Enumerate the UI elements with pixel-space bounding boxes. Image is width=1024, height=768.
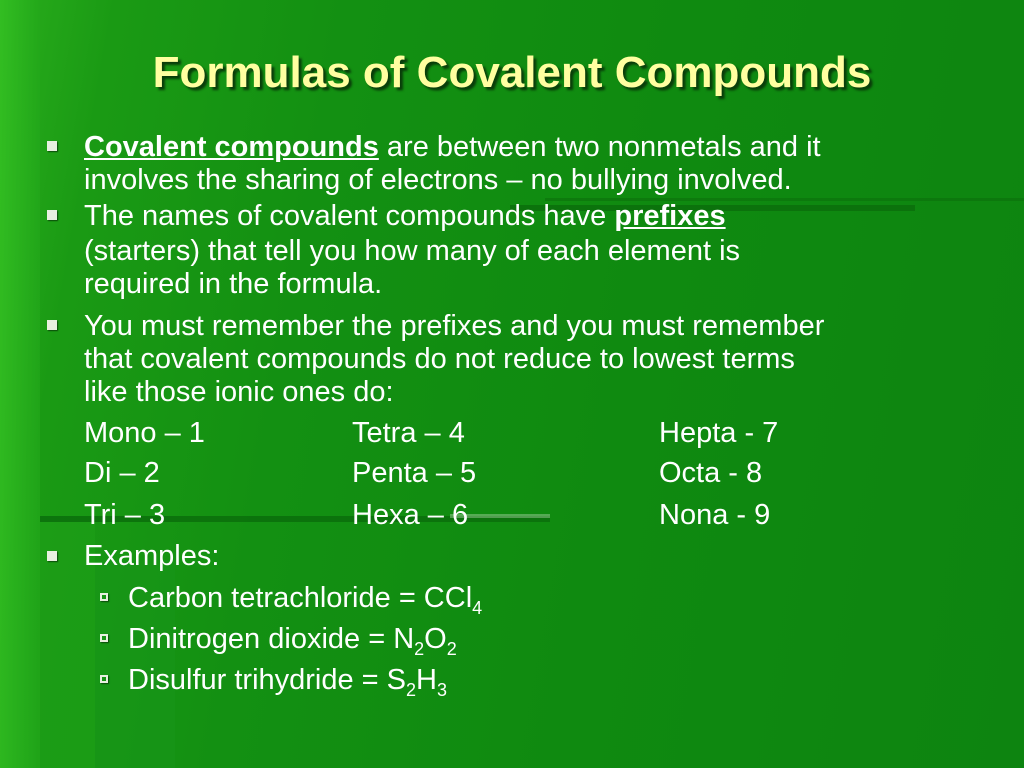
sub-bullet-icon <box>100 634 108 642</box>
subscript: 2 <box>406 680 417 700</box>
bullet-2-text: The names of covalent compounds have <box>84 200 615 232</box>
example-dinitrogen-dioxide <box>128 623 457 659</box>
term-prefixes: prefixes <box>614 200 726 232</box>
element-symbol: H <box>416 664 437 696</box>
bullet-2-line-3: required in the formula. <box>84 268 383 300</box>
prefix-hepta: Hepta - 7 <box>659 417 779 449</box>
prefix-octa: Octa - 8 <box>659 457 763 489</box>
sub-bullet-icon <box>100 675 108 683</box>
slide-title: Formulas of Covalent Compounds <box>152 48 872 97</box>
subscript: 2 <box>414 639 425 659</box>
subscript: 2 <box>446 639 457 659</box>
bullet-3-line-3: like those ionic ones do: <box>84 376 394 408</box>
prefix-hexa: Hexa – 6 <box>352 499 469 531</box>
prefix-penta: Penta – 5 <box>352 457 477 489</box>
bullet-2-line-2: (starters) that tell you how many of each element is <box>84 235 741 267</box>
bullet-3-line-1: You must remember the prefixes and you must remember <box>84 310 825 342</box>
example-disulfur-trihydride <box>128 664 448 700</box>
examples-label: Examples: <box>84 540 220 572</box>
bullet-3-line-2: that covalent compounds do not reduce to lowest terms <box>84 343 795 375</box>
prefix-nona: Nona - 9 <box>659 499 771 531</box>
prefix-tetra: Tetra – 4 <box>352 417 465 449</box>
bullet-icon <box>47 551 57 561</box>
example-text: Disulfur trihydride = S <box>128 664 407 696</box>
prefix-mono: Mono – 1 <box>84 417 205 449</box>
example-text: Dinitrogen dioxide = N <box>128 623 415 655</box>
element-symbol: O <box>424 623 447 655</box>
bullet-icon <box>47 320 57 330</box>
bullet-2-line-1 <box>84 200 726 233</box>
subscript: 4 <box>472 598 483 618</box>
example-text: Carbon tetrachloride = CCl <box>128 582 473 614</box>
term-covalent-compounds: Covalent compounds <box>84 131 379 163</box>
prefix-tri: Tri – 3 <box>84 499 166 531</box>
sub-bullet-icon <box>100 593 108 601</box>
bullet-icon <box>47 141 57 151</box>
subscript: 3 <box>437 680 448 700</box>
bullet-icon <box>47 210 57 220</box>
example-carbon-tetrachloride <box>128 582 483 618</box>
bullet-1-line-1 <box>84 131 821 164</box>
bullet-1-line-2: involves the sharing of electrons – no bullying involved. <box>84 164 792 196</box>
prefix-di: Di – 2 <box>84 457 160 489</box>
bullet-1-text: are between two nonmetals and it <box>378 131 821 163</box>
